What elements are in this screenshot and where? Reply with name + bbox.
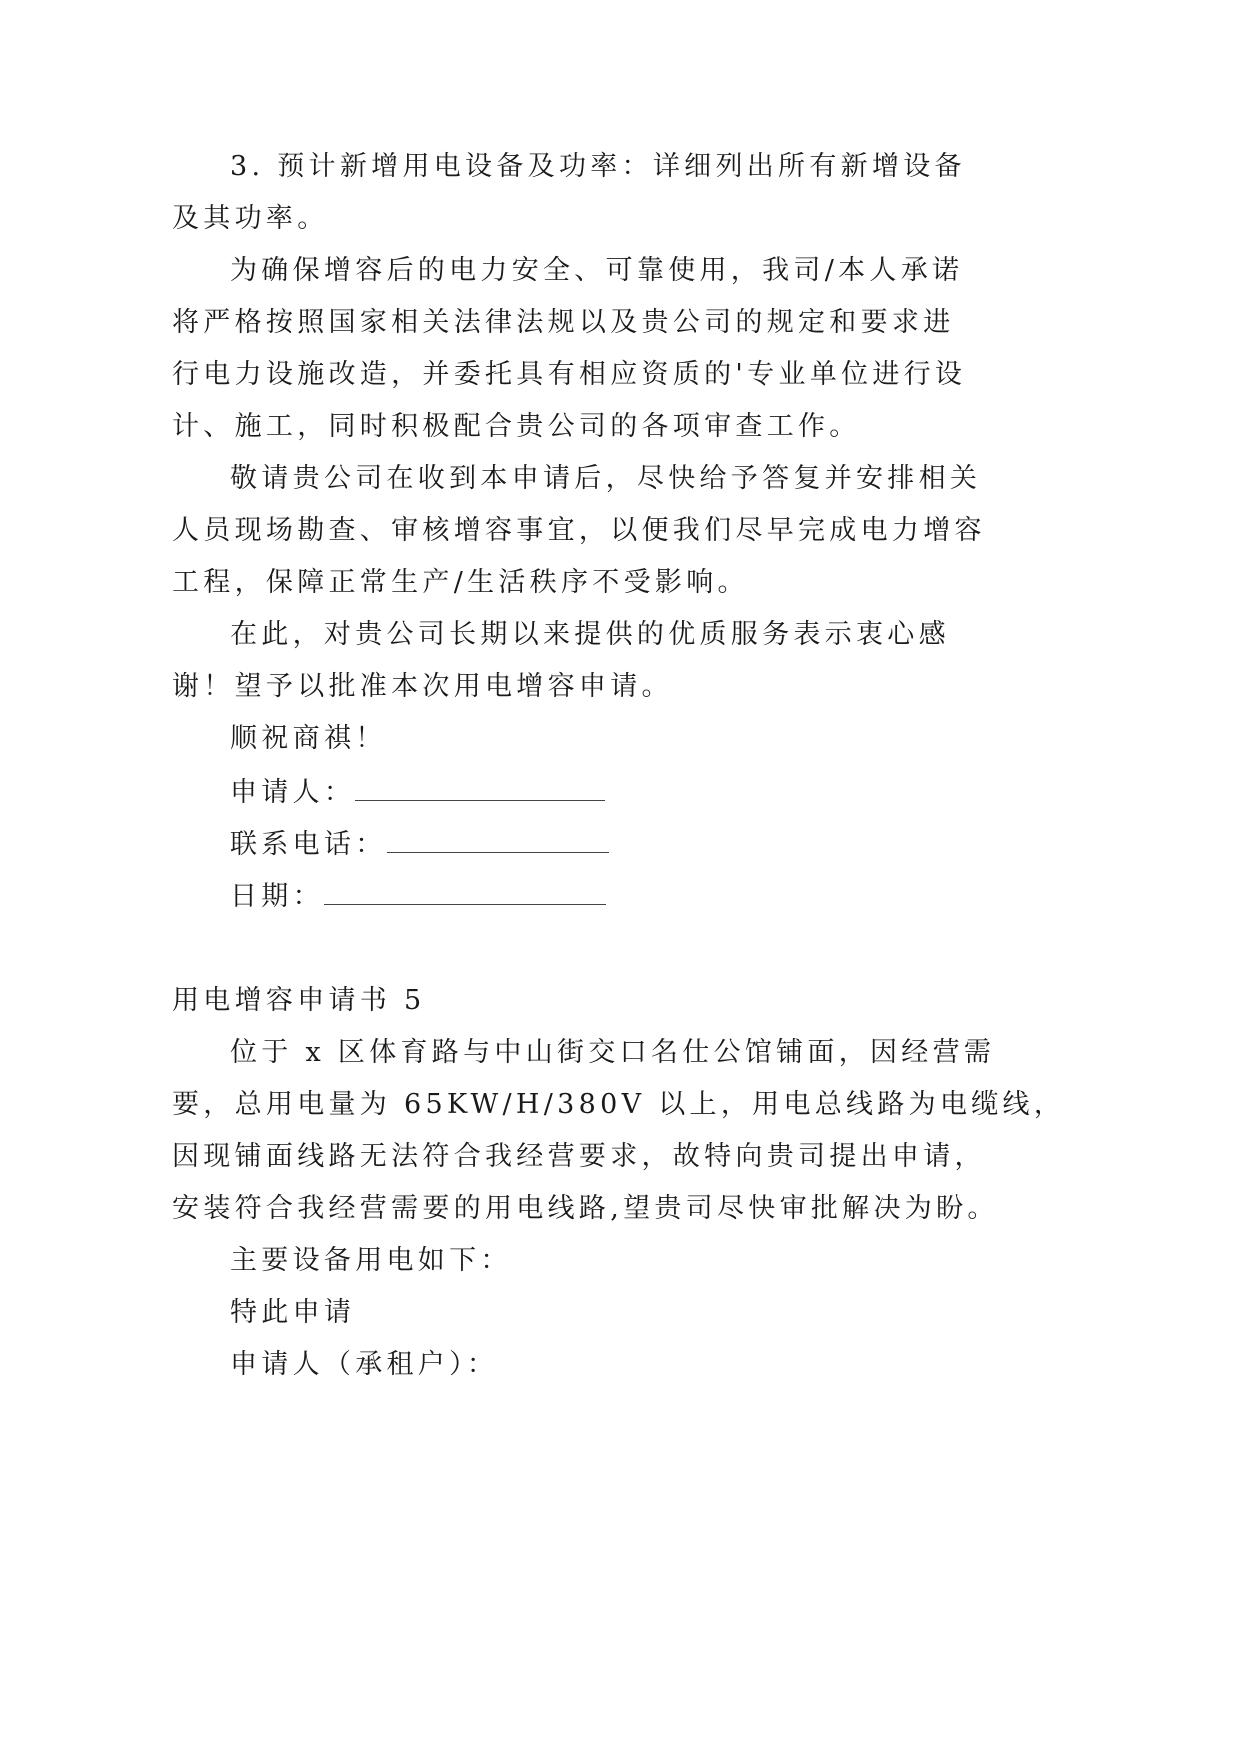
equipment-label: 主要设备用电如下： xyxy=(230,1245,512,1276)
phone-blank-line xyxy=(387,830,609,853)
paragraph-request-line1: 敬请贵公司在收到本申请后，尽快给予答复并安排相关 xyxy=(230,463,982,494)
section5-paragraph-line2: 要，总用电量为 65KW/H/380V 以上，用电总线路为电缆线， xyxy=(172,1089,1066,1120)
paragraph-commitment-line4: 计、施工，同时积极配合贵公司的各项审查工作。 xyxy=(172,411,861,442)
paragraph-commitment-line3: 行电力设施改造，并委托具有相应资质的'专业单位进行设 xyxy=(172,359,967,390)
closing-greeting: 顺祝商祺！ xyxy=(230,723,387,754)
item3-line2: 及其功率。 xyxy=(172,203,329,234)
section5-paragraph-line1: 位于 x 区体育路与中山街交口名仕公馆铺面，因经营需 xyxy=(230,1037,996,1068)
phone-label: 联系电话： xyxy=(230,829,387,860)
paragraph-request-line3: 工程，保障正常生产/生活秩序不受影响。 xyxy=(172,567,749,598)
section-title: 用电增容申请书 5 xyxy=(172,985,426,1016)
section5-paragraph-line4: 安装符合我经营需要的用电线路,望贵司尽快审批解决为盼。 xyxy=(172,1193,999,1224)
date-label: 日期： xyxy=(230,881,324,912)
phone-row xyxy=(230,828,970,862)
paragraph-thanks-line1: 在此，对贵公司长期以来提供的优质服务表示衷心感 xyxy=(230,619,950,650)
request-statement: 特此申请 xyxy=(230,1297,356,1328)
applicant-row xyxy=(230,776,970,810)
applicant-blank-line xyxy=(355,778,605,801)
date-blank-line xyxy=(324,882,606,905)
item3-line1: 3. 预计新增用电设备及功率：详细列出所有新增设备 xyxy=(230,151,966,182)
paragraph-request-line2: 人员现场勘查、审核增容事宜，以便我们尽早完成电力增容 xyxy=(172,515,986,546)
tenant-applicant-label: 申请人（承租户）： xyxy=(230,1349,499,1380)
section5-paragraph-line3: 因现铺面线路无法符合我经营要求，故特向贵司提出申请， xyxy=(172,1141,986,1172)
paragraph-commitment-line2: 将严格按照国家相关法律法规以及贵公司的规定和要求进 xyxy=(172,307,955,338)
paragraph-commitment-line1: 为确保增容后的电力安全、可靠使用，我司/本人承诺 xyxy=(230,255,964,286)
applicant-label: 申请人： xyxy=(230,777,356,808)
date-row xyxy=(230,880,970,914)
paragraph-thanks-line2: 谢！望予以批准本次用电增容申请。 xyxy=(172,671,673,702)
